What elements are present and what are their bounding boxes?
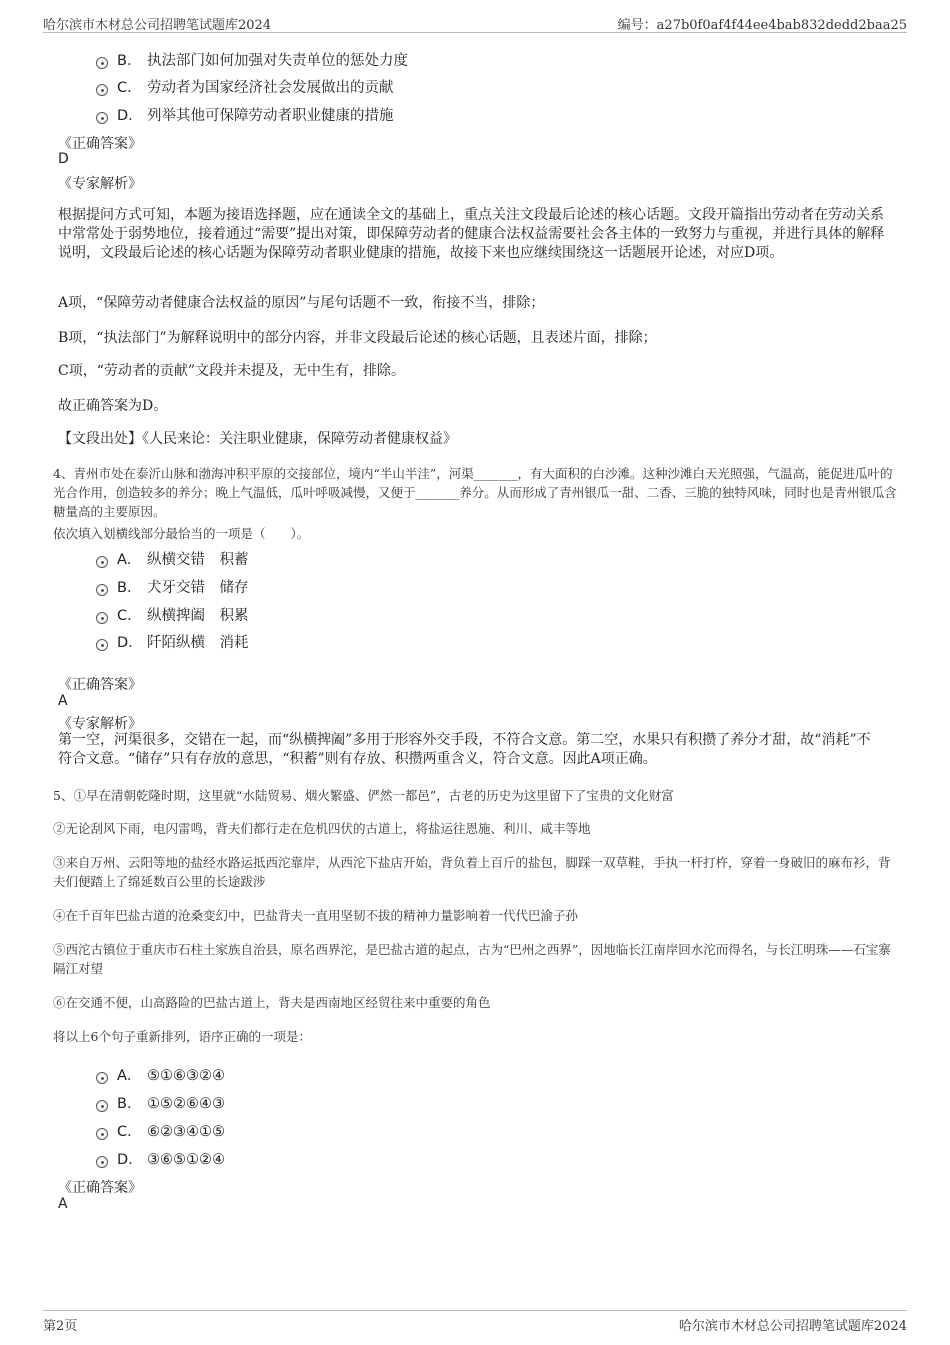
q5-sentence-4: ④在千百年巴盐古道的沧桑变幻中，巴盐背夫一直用坚韧不拔的精神力量影响着一代代巴渝子孙 xyxy=(53,908,579,923)
header-title: 哈尔滨市木材总公司招聘笔试题库2024 xyxy=(43,18,272,33)
q5-answer: A xyxy=(58,1196,68,1212)
page-number: 第2页 xyxy=(43,1319,78,1334)
q3-option-b[interactable]: B． 执法部门如何加强对失责单位的惩处力度 xyxy=(96,49,408,69)
radio-icon[interactable] xyxy=(96,1128,108,1140)
q4-option-d[interactable]: D． 阡陌纵横 消耗 xyxy=(96,631,249,651)
q3-analysis: 根据提问方式可知，本题为接语选择题，应在通读全文的基础上，重点关注文段最后论述的核心话题。文段开篇指出劳动者在劳动关系中常常处于弱势地位，接着通过“需要”提出对策，即保障劳动者的健康合法权益需要社会各主体的一致努力与重视，并进行具体的解释说明，文段最后论述的核心话题为保障劳动者职业健康的措施，故接下来也应继续围绕这一话题展开论述，对应D项。 xyxy=(58,207,885,261)
page-footer xyxy=(43,1310,907,1339)
q3-conclusion: 故正确答案为D。 xyxy=(58,398,168,414)
q5-option-a[interactable]: A． ⑤①⑥③②④ xyxy=(96,1064,225,1084)
q3-answer-label: 《正确答案》 xyxy=(58,136,142,152)
q5-answer-label: 《正确答案》 xyxy=(58,1180,142,1196)
q4-option-c[interactable]: C． 纵横捭阖 积累 xyxy=(96,604,249,624)
q5-option-b[interactable]: B． ①⑤②⑥④③ xyxy=(96,1092,225,1112)
radio-icon[interactable] xyxy=(96,584,108,596)
q5-sentence-3: ③来自万州、云阳等地的盐经水路运抵西沱靠岸，从西沱下盐店开始，背负着上百斤的盐包，脚踩一双草鞋，手执一杆打杵，穿着一身破旧的麻布衫，背夫们便踏上了绵延数百公里的长途跋涉 xyxy=(53,855,891,889)
footer-title: 哈尔滨市木材总公司招聘笔试题库2024 xyxy=(678,1319,907,1334)
radio-icon[interactable] xyxy=(96,84,108,96)
document-id: 编号：a27b0f0af4f44ee4bab832dedd2baa25 xyxy=(617,18,907,33)
radio-icon[interactable] xyxy=(96,112,108,124)
q4-answer-label: 《正确答案》 xyxy=(58,677,142,693)
q3-analysis-label: 《专家解析》 xyxy=(58,176,142,192)
q5-option-d[interactable]: D． ③⑥⑤①②④ xyxy=(96,1148,225,1168)
q4-answer: A xyxy=(58,693,68,709)
q3-note-a: A项，“保障劳动者健康合法权益的原因”与尾句话题不一致，衔接不当，排除； xyxy=(58,295,545,311)
radio-icon[interactable] xyxy=(96,612,108,624)
radio-icon[interactable] xyxy=(96,1072,108,1084)
q4-stem: 4、青州市处在泰沂山脉和渤海冲积平原的交接部位，境内“半山半洼”，河渠_______，有大面积的白沙滩。这种沙滩白天光照强，气温高，能促进瓜叶的光合作用，创造较多的养分；晚上气温低，瓜叶呼吸减慢，又便于_______养分。从而形成了青州银瓜一甜、二香、三脆的独特风味，同时也是青州银瓜含糖量高的主要原因。 xyxy=(53,466,897,519)
q5-sentence-6: ⑥在交通不便，山高路险的巴盐古道上，背夫是西南地区经贸往来中重要的角色 xyxy=(53,995,491,1010)
q3-answer: D xyxy=(58,151,69,167)
q5-sentence-2: ②无论刮风下雨，电闪雷鸣，背夫们都行走在危机四伏的古道上，将盐运往恩施、利川、咸丰等地 xyxy=(53,821,591,836)
radio-icon[interactable] xyxy=(96,639,108,651)
q3-option-c[interactable]: C． 劳动者为国家经济社会发展做出的贡献 xyxy=(96,76,394,96)
q3-option-d[interactable]: D． 列举其他可保障劳动者职业健康的措施 xyxy=(96,104,394,124)
q4-analysis: 第一空，河渠很多，交错在一起，而“纵横捭阖”多用于形容外交手段，不符合文意。第二空，水果只有积攒了养分才甜，故“消耗”不符合文意。“储存”只有存放的意思，“积蓄”则有存放、积攒两重含义，符合文意。因此A项正确。 xyxy=(58,732,871,767)
q3-note-c: C项，“劳动者的贡献”文段并未提及，无中生有，排除。 xyxy=(58,363,406,379)
radio-icon[interactable] xyxy=(96,1156,108,1168)
q5-prompt: 将以上6个句子重新排列，语序正确的一项是： xyxy=(53,1029,311,1044)
q5-sentence-1: 5、①早在清朝乾隆时期，这里就“水陆贸易、烟火繁盛、俨然一都邑”，古老的历史为这里留下了宝贵的文化财富 xyxy=(53,788,674,803)
q5-sentence-5: ⑤西沱古镇位于重庆市石柱土家族自治县，原名西界沱，是巴盐古道的起点，古为“巴州之西界”，因地临长江南岸回水沱而得名，与长江明珠——石宝寨隔江对望 xyxy=(53,942,891,976)
q4-prompt: 依次填入划横线部分最恰当的一项是（ ）。 xyxy=(53,526,310,541)
radio-icon[interactable] xyxy=(96,1100,108,1112)
q4-option-a[interactable]: A． 纵横交错 积蓄 xyxy=(96,548,249,568)
q3-source: 【文段出处】《人民来论：关注职业健康，保障劳动者健康权益》 xyxy=(58,431,457,447)
q5-option-c[interactable]: C． ⑥②③④①⑤ xyxy=(96,1120,225,1140)
q3-note-b: B项，“执法部门”为解释说明中的部分内容，并非文段最后论述的核心话题，且表述片面，排除； xyxy=(58,330,657,346)
radio-icon[interactable] xyxy=(96,57,108,69)
radio-icon[interactable] xyxy=(96,556,108,568)
q4-analysis-label: 《专家解析》 xyxy=(58,716,142,732)
q4-option-b[interactable]: B． 犬牙交错 储存 xyxy=(96,576,249,596)
